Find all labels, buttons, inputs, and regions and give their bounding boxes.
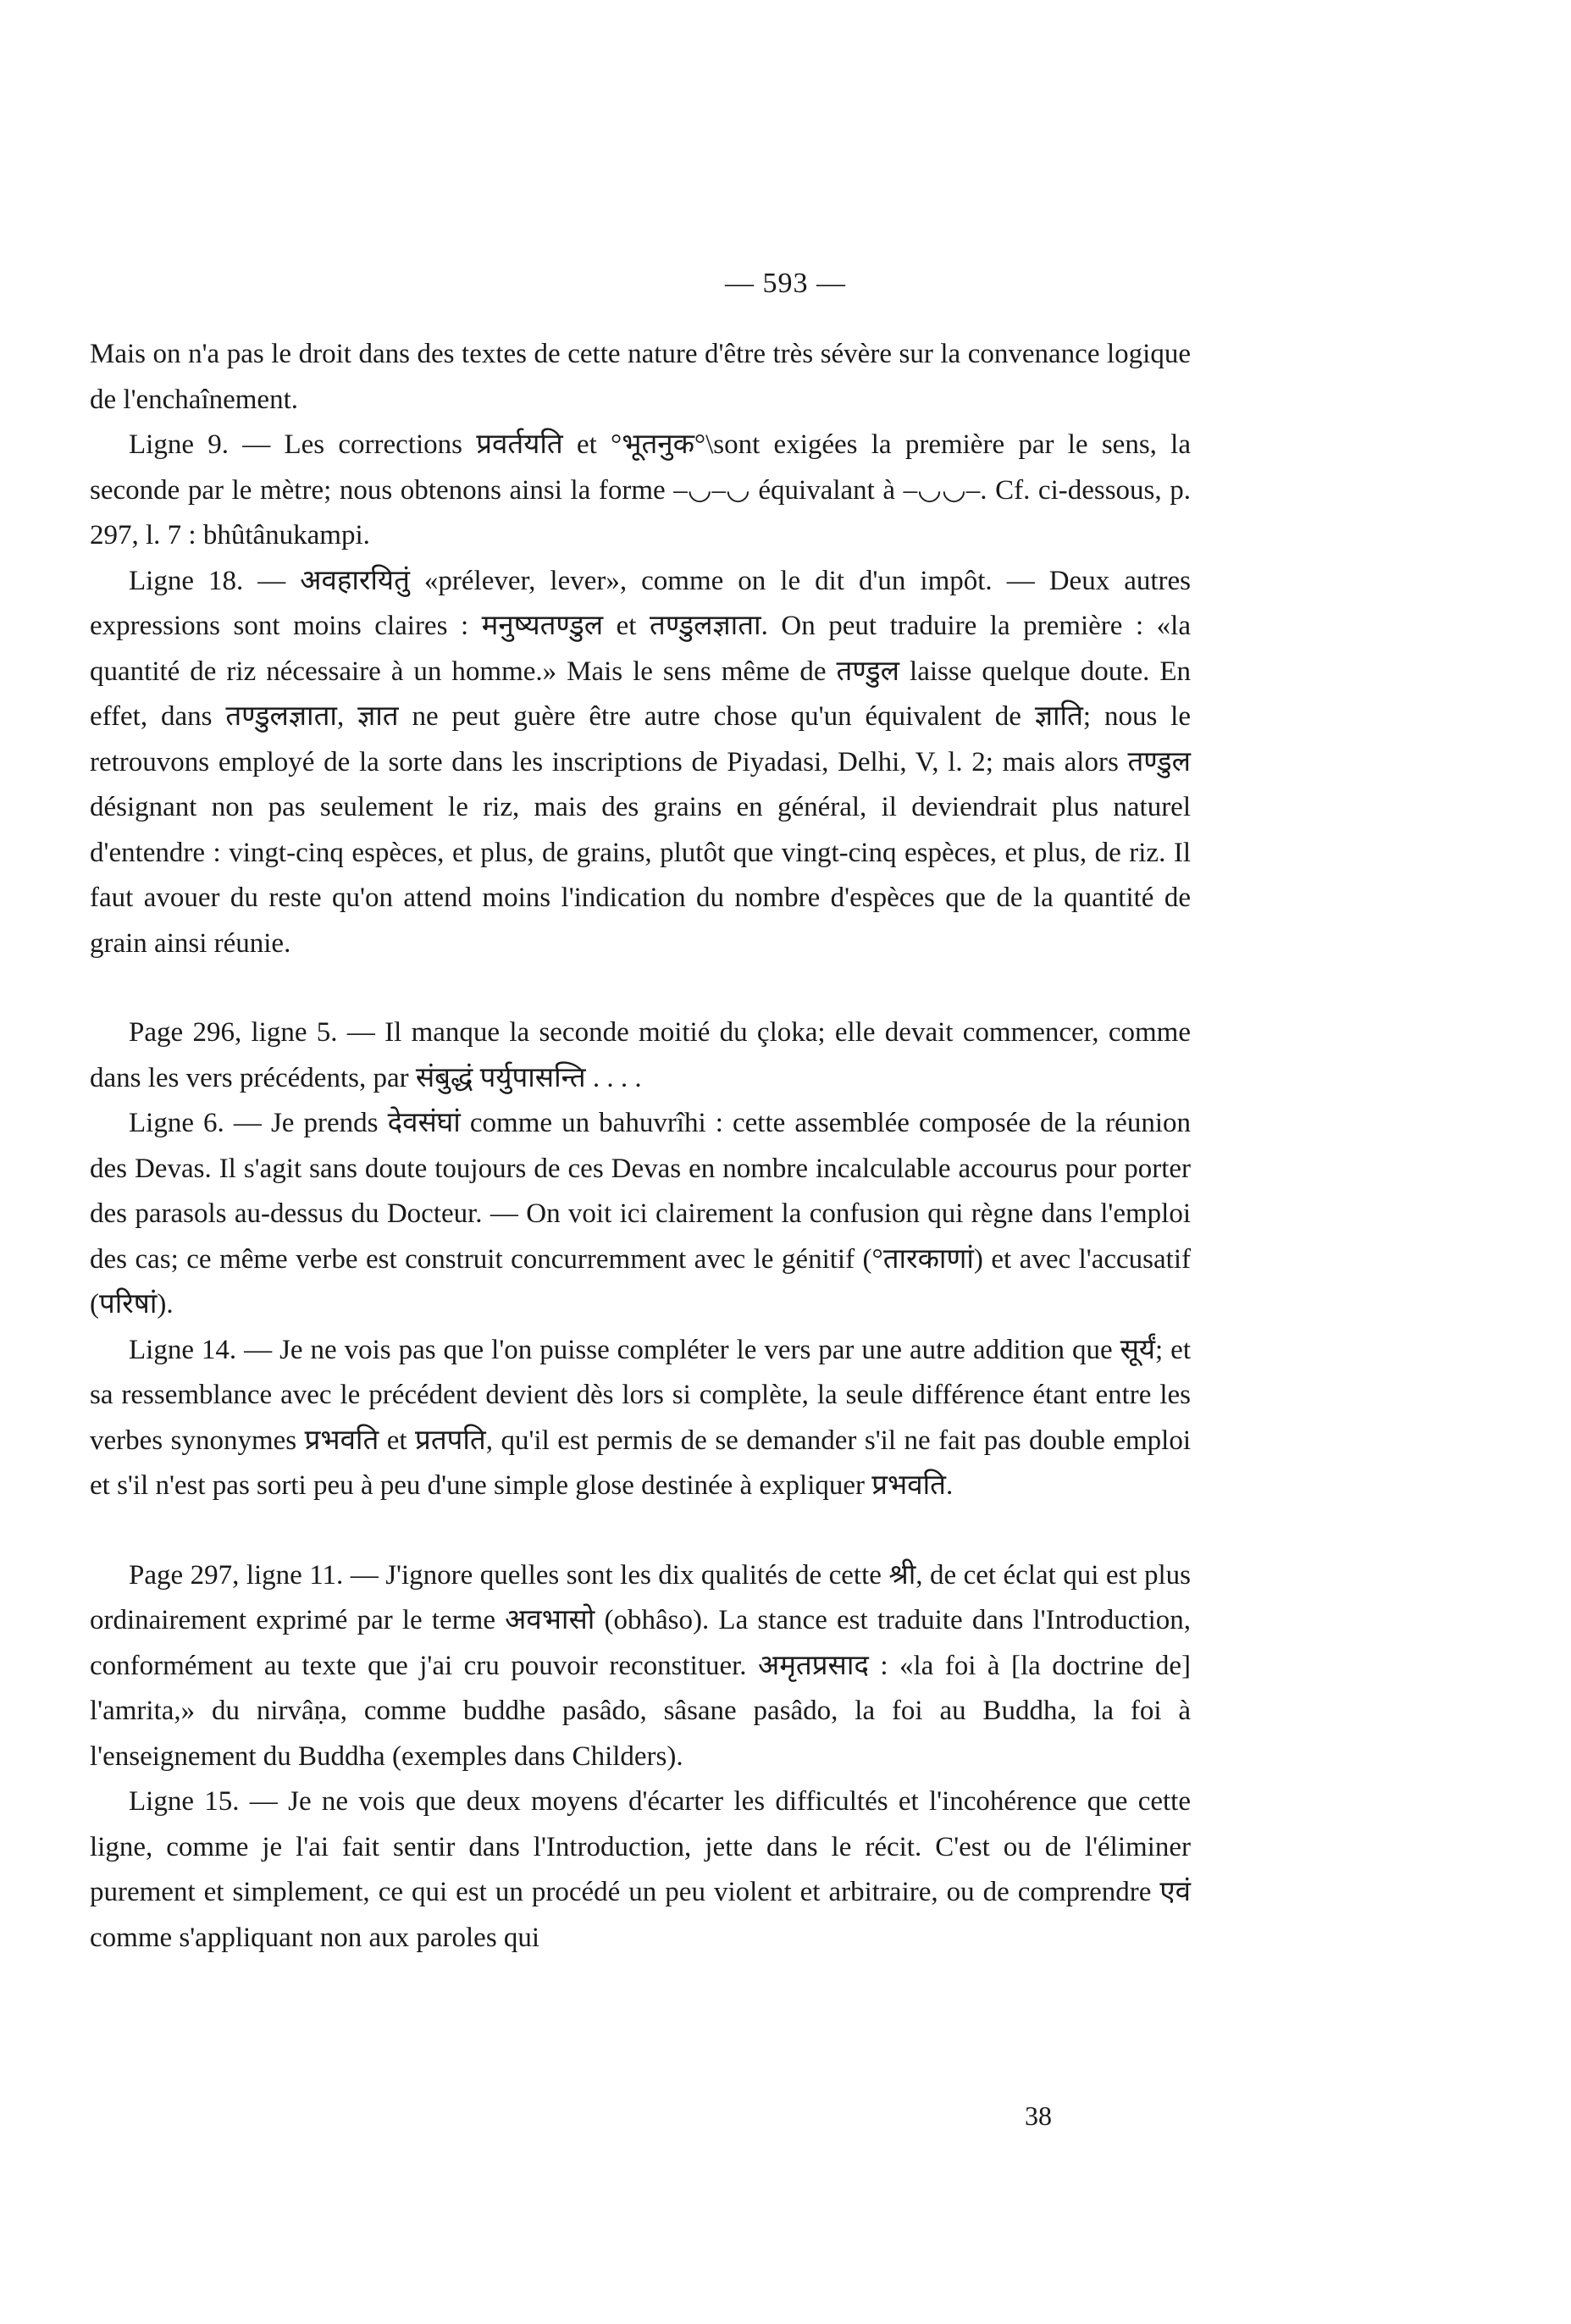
section-spacer — [90, 966, 1191, 1010]
paragraph-page-297-ligne-11: Page 297, ligne 11. — J'ignore quelles sont les dix qualités de cette श्री, de cet éclat qui est plus ordinairement exprimé par le terme अवभासो (obhâso). La stance est traduite dans l'Introduction, conformément au texte que j'ai cru pouvoir reconstituer. अमृतप्रसाद : «la foi à [la doctrine de] l'amrita,» du nirvâṇa, comme buddhe pasâdo, sâsane pasâdo, la foi au Buddha, la foi à l'enseignement du Buddha (exemples dans Childers). — [90, 1559, 1191, 1772]
paragraph-ligne-15: Ligne 15. — Je ne vois que deux moyens d'écarter les difficultés et l'incohérence que cette ligne, comme je l'ai fait sentir dans l'Introduction, jette dans le récit. C'est ou de l'éliminer purement et simplement, ce qui est un procédé un peu violent et arbitraire, ou de comprendre एवं comme s'appliquant non aux paroles qui — [90, 1786, 1191, 1953]
paragraph-page-296-ligne-5: Page 296, ligne 5. — Il manque la seconde moitié du çloka; elle devait commencer, comme dans les vers précédents, par संबुद्धं पर्युपासन्ति . . . . — [90, 1017, 1191, 1093]
signature-mark: 38 — [1025, 2100, 1052, 2131]
body-text — [90, 332, 1191, 1961]
paragraph-ligne-14: Ligne 14. — Je ne vois pas que l'on puisse compléter le vers par une autre addition que सूर्यं; et sa ressemblance avec le précédent devient dès lors si complète, la seule différence étant entre les verbes synonymes प्रभवति et प्रतपति, qu'il est permis de se demander s'il ne fait pas double emploi et s'il n'est pas sorti peu à peu d'une simple glose destinée à expliquer प्रभवति. — [90, 1334, 1191, 1501]
paragraph-ligne-6: Ligne 6. — Je prends देवसंघां comme un bahuvrîhi : cette assemblée composée de la réunion des Devas. Il s'agit sans doute toujours de ces Devas en nombre incalculable accourus pour porter des parasols au-dessus du Docteur. — On voit ici clairement la confusion qui règne dans l'emploi des cas; ce même verbe est construit concurremment avec le génitif (°तारकाणां) et avec l'accusatif (परिषां). — [90, 1108, 1191, 1320]
paragraph-ligne-18: Ligne 18. — अवहारयितुं «prélever, lever», comme on le dit d'un impôt. — Deux autres expressions sont moins claires : मनुष्यतण्डुल et तण्डुलज्ञाता. On peut traduire la première : «la quantité de riz nécessaire à un homme.» Mais le sens même de तण्डुल laisse quelque doute. En effet, dans तण्डुलज्ञाता, ज्ञात ne peut guère être autre chose qu'un équivalent de ज्ञाति; nous le retrouvons employé de la sorte dans les inscriptions de Piyadasi, Delhi, V, l. 2; mais alors तण्डुल désignant non pas seulement le riz, mais des grains en général, il deviendrait plus naturel d'entendre : vingt-cinq espèces, et plus, de grains, plutôt que vingt-cinq espèces, et plus, de riz. Il faut avouer du reste qu'on attend moins l'indication du nombre d'espèces que de la quantité de grain ainsi réunie. — [90, 565, 1191, 959]
paragraph-continuation: Mais on n'a pas le droit dans des textes de cette nature d'être très sévère sur la convenance logique de l'enchaînement. — [90, 339, 1191, 415]
section-spacer — [90, 1509, 1191, 1553]
paragraph-ligne-9: Ligne 9. — Les corrections प्रवर्तयति et °भूतनुक°\sont exigées la première par le sens, la seconde par le mètre; nous obtenons ainsi la forme –◡–◡ équivalant à –◡◡–. Cf. ci-dessous, p. 297, l. 7 : bhûtânukampi. — [90, 429, 1191, 551]
page-number: — 593 — — [725, 268, 846, 299]
